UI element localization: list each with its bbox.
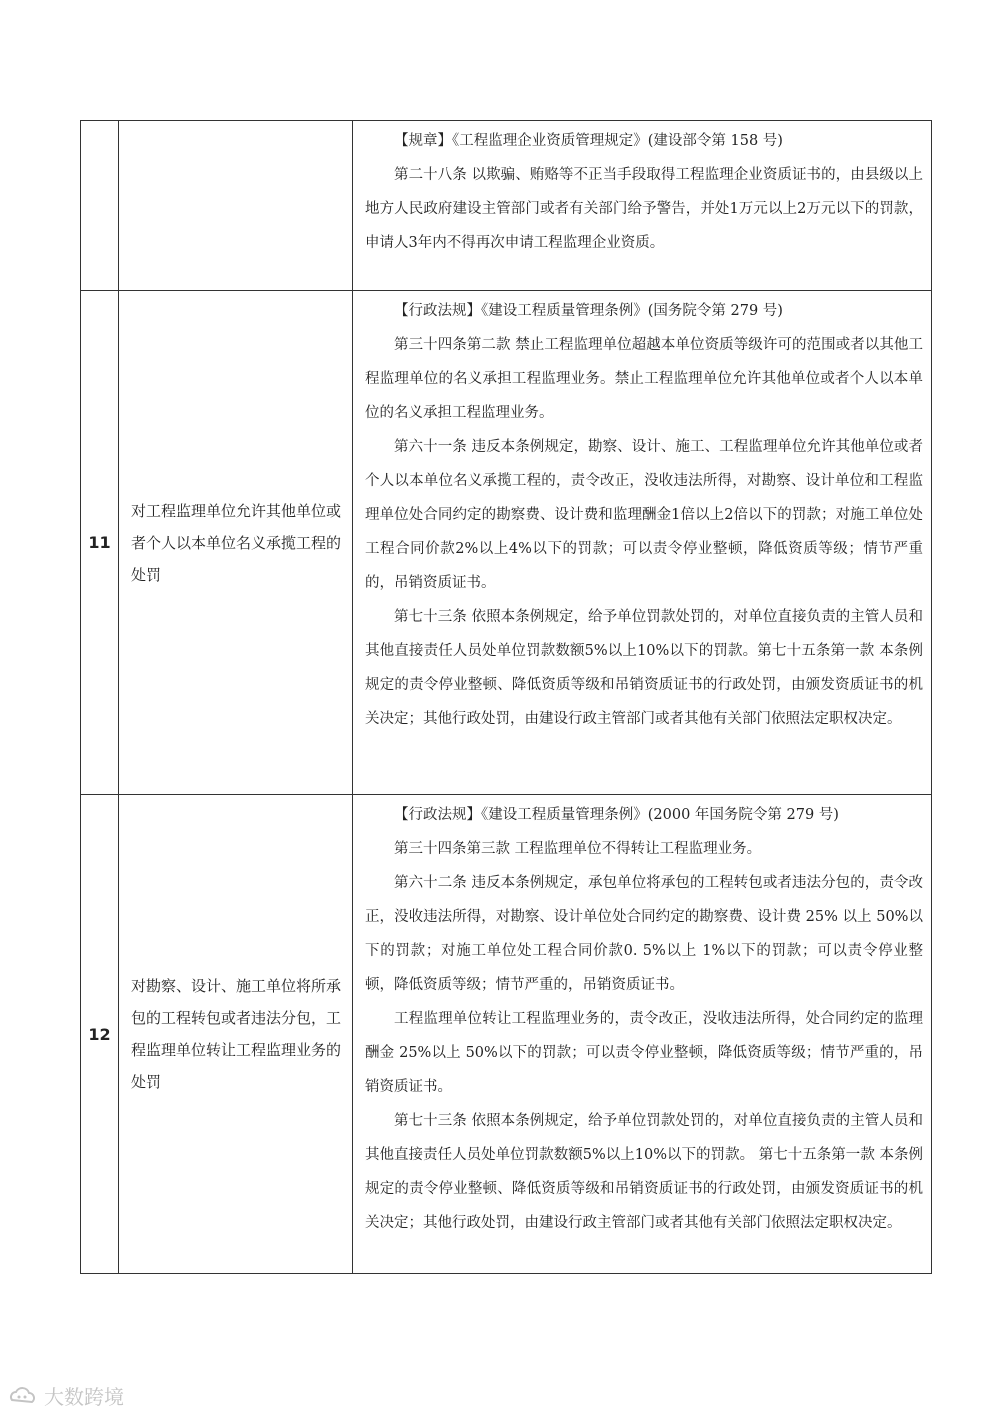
table-row xyxy=(81,795,932,1274)
basis-paragraph: 第三十四条第二款 禁止工程监理单位超越本单位资质等级许可的范围或者以其他工程监理单位的名义承担工程监理业务。禁止工程监理单位允许其他单位或者个人以本单位的名义承担工程监理业务。 xyxy=(365,337,923,421)
watermark-text: 大数跨境 xyxy=(44,1385,124,1409)
basis-paragraph: 【行政法规】《建设工程质量管理条例》(2000 年国务院令第 279 号) xyxy=(394,807,839,823)
watermark xyxy=(8,1381,124,1410)
basis-paragraph: 【规章】《工程监理企业资质管理规定》(建设部令第 158 号) xyxy=(394,133,783,149)
table-row xyxy=(81,121,932,291)
basis-paragraph: 工程监理单位转让工程监理业务的，责令改正，没收违法所得，处合同约定的监理酬金 25%以上 50%以下的罚款；可以责令停业整顿，降低资质等级；情节严重的，吊销资质证书。 xyxy=(365,1011,923,1095)
penalty-item: 对勘察、设计、施工单位将所承包的工程转包或者违法分包，工程监理单位转让工程监理业务的处罚 xyxy=(119,795,353,1274)
row-number xyxy=(81,121,119,291)
penalty-item xyxy=(119,121,353,291)
legal-basis xyxy=(353,795,932,1274)
basis-paragraph: 第七十三条 依照本条例规定，给予单位罚款处罚的，对单位直接负责的主管人员和其他直接责任人员处单位罚款数额5%以上10%以下的罚款。 第七十五条第一款 本条例规定的责令停业整顿、降低资质等级和吊销资质证书的行政处罚，由颁发资质证书的机关决定；其他行政处罚，由建设行政主管部门或者其他有关部门依照法定职权决定。 xyxy=(365,1113,923,1231)
row-number: 11 xyxy=(81,291,119,795)
basis-paragraph: 第六十一条 违反本条例规定，勘察、设计、施工、工程监理单位允许其他单位或者个人以本单位名义承揽工程的，责令改正，没收违法所得，对勘察、设计单位和工程监理单位处合同约定的勘察费、设计费和监理酬金1倍以上2倍以下的罚款；对施工单位处工程合同价款2%以上4%以下的罚款；可以责令停业整顿，降低资质等级；情节严重的，吊销资质证书。 xyxy=(365,439,923,591)
penalty-item: 对工程监理单位允许其他单位或者个人以本单位名义承揽工程的处罚 xyxy=(119,291,353,795)
legal-basis xyxy=(353,121,932,291)
basis-paragraph: 第二十八条 以欺骗、贿赂等不正当手段取得工程监理企业资质证书的，由县级以上地方人民政府建设主管部门或者有关部门给予警告，并处1万元以上2万元以下的罚款，申请人3年内不得再次申请工程监理企业资质。 xyxy=(365,167,923,251)
basis-paragraph: 第七十三条 依照本条例规定，给予单位罚款处罚的，对单位直接负责的主管人员和其他直接责任人员处单位罚款数额5%以上10%以下的罚款。第七十五条第一款 本条例规定的责令停业整顿、降低资质等级和吊销资质证书的行政处罚，由颁发资质证书的机关决定；其他行政处罚，由建设行政主管部门或者其他有关部门依照法定职权决定。 xyxy=(365,609,923,727)
row-number: 12 xyxy=(81,795,119,1274)
basis-paragraph: 【行政法规】《建设工程质量管理条例》(国务院令第 279 号) xyxy=(394,303,783,319)
table-row xyxy=(81,291,932,795)
cloud-logo-icon xyxy=(8,1384,38,1408)
basis-paragraph: 第六十二条 违反本条例规定，承包单位将承包的工程转包或者违法分包的，责令改正，没收违法所得，对勘察、设计单位处合同约定的勘察费、设计费 25% 以上 50%以下的罚款；对施工单位处工程合同价款0. 5%以上 1%以下的罚款；可以责令停业整顿，降低资质等级；情节严重的，吊销资质证书。 xyxy=(365,875,923,993)
legal-basis xyxy=(353,291,932,795)
penalty-table xyxy=(80,120,932,1274)
basis-paragraph: 第三十四条第三款 工程监理单位不得转让工程监理业务。 xyxy=(394,841,762,857)
